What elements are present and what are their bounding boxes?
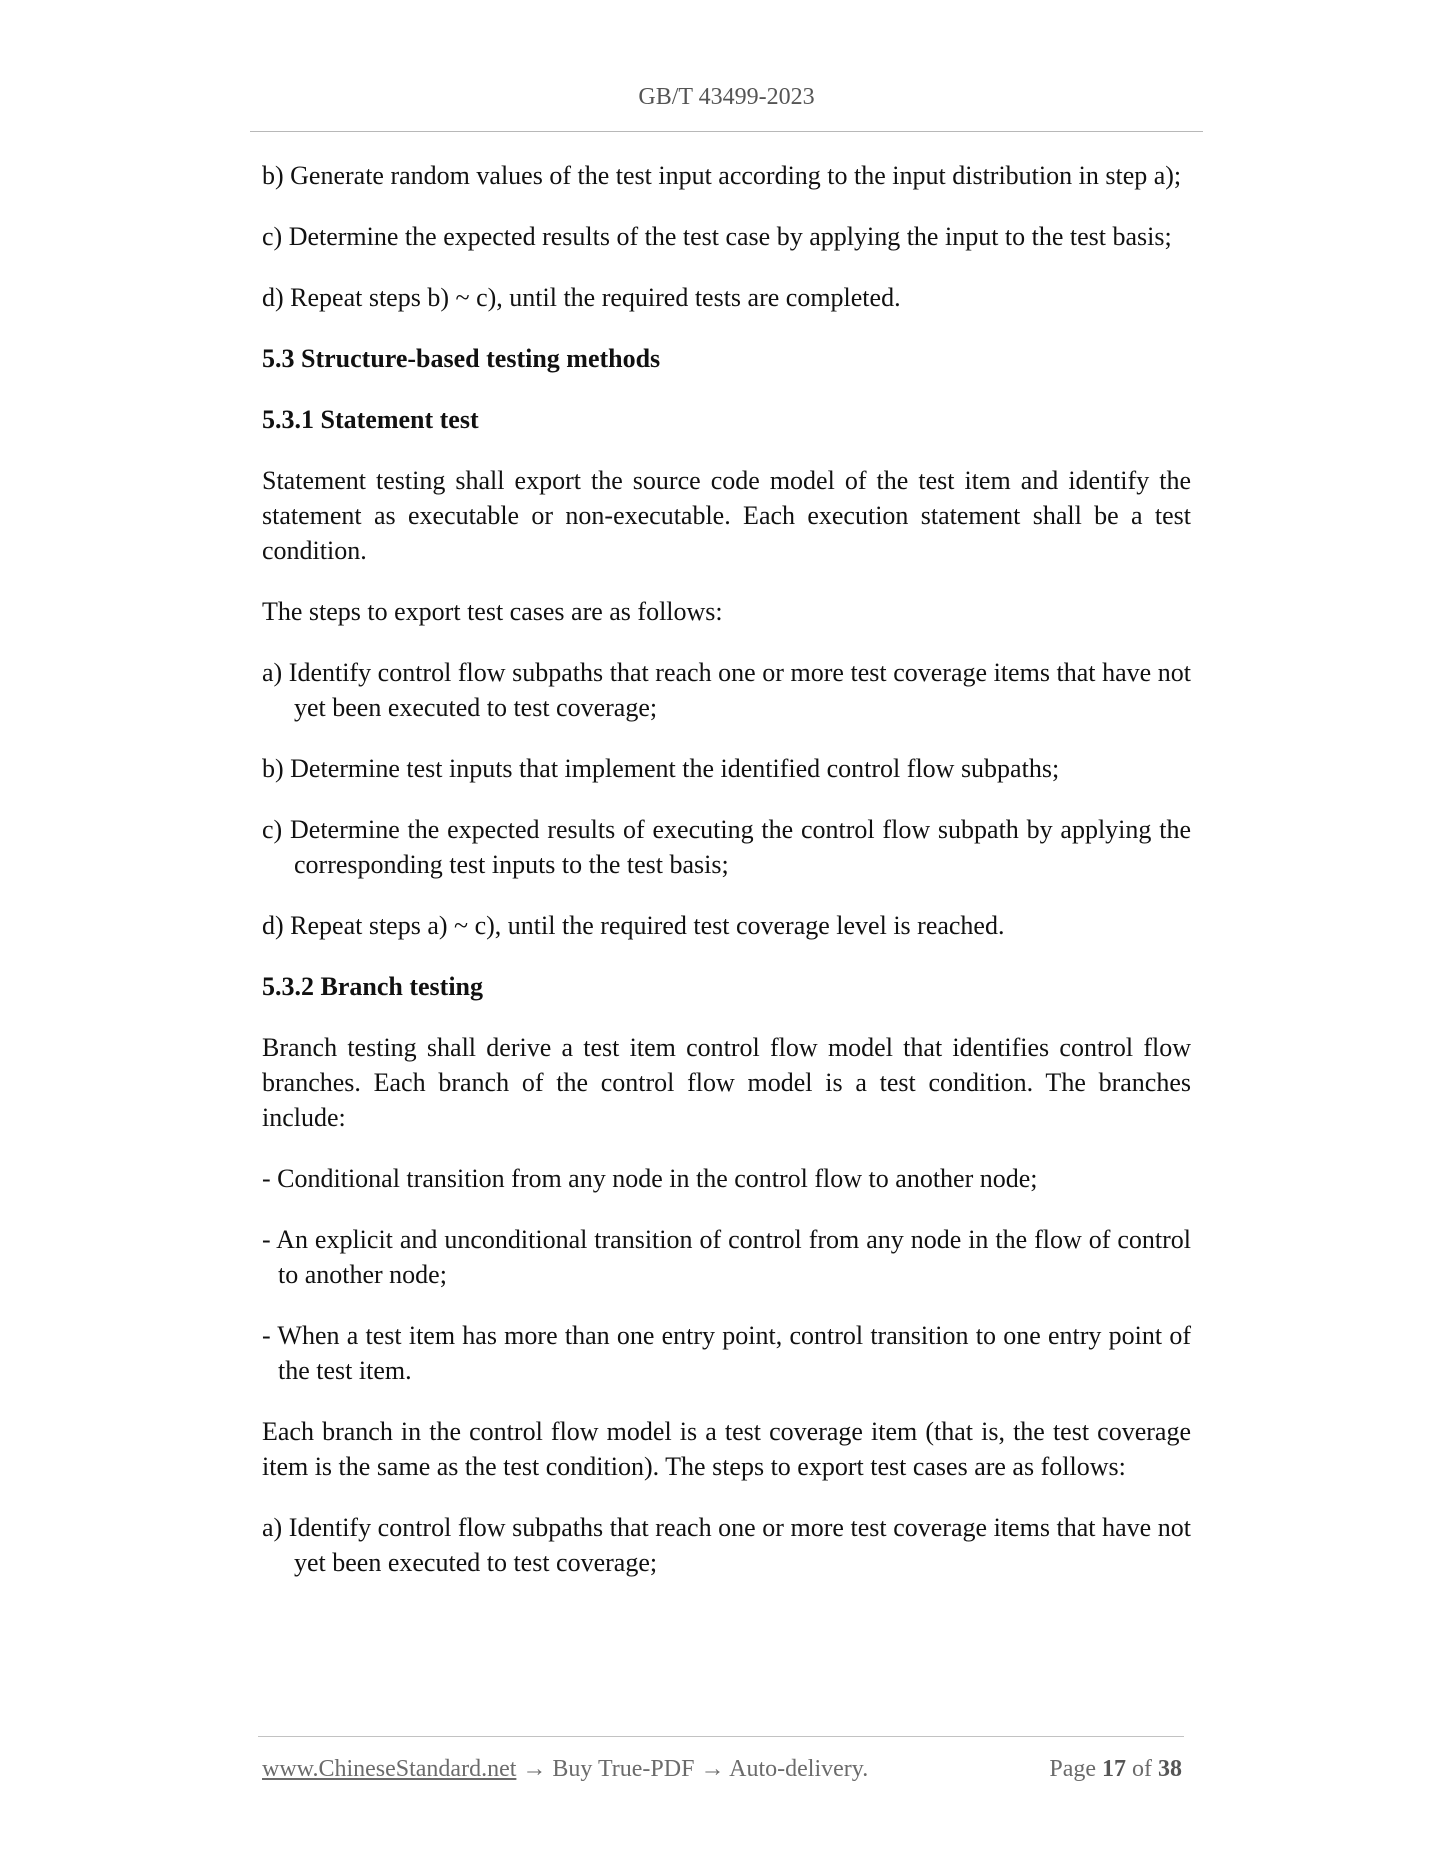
list-item-b-generate: b) Generate random values of the test input according to the input distribution in step a);: [262, 161, 1182, 190]
list-item-d-repeat-coverage: d) Repeat steps a) ~ c), until the required test coverage level is reached.: [262, 911, 1005, 940]
paragraph-statement-testing: Statement testing shall export the source code model of the test item and identify the statement as executable or non-executable. Each execution statement shall be a test condition.: [262, 466, 1191, 565]
paragraph-branch-testing: Branch testing shall derive a test item control flow model that identifies control flow branches. Each branch of the control flow model is a test condition. The branches include:: [262, 1033, 1191, 1132]
paragraph-coverage-item: Each branch in the control flow model is a test coverage item (that is, the test coverage item is the same as the test condition). The steps to export test cases are as follows:: [262, 1417, 1191, 1481]
section-heading-5-3: 5.3 Structure-based testing methods: [262, 344, 661, 373]
list-item-b-determine-inputs: b) Determine test inputs that implement the identified control flow subpaths;: [262, 754, 1060, 783]
chinesestandard-link[interactable]: www.ChineseStandard.net: [262, 1756, 517, 1782]
arrow-right-icon: →: [700, 1756, 725, 1782]
auto-delivery-text: Auto-delivery.: [729, 1756, 869, 1782]
arrow-right-icon: →: [522, 1756, 547, 1782]
page-of-label: of: [1132, 1756, 1152, 1782]
bullet-entry-point: - When a test item has more than one entry point, control transition to one entry point of the test item.: [262, 1321, 1191, 1385]
paragraph-steps-intro: The steps to export test cases are as follows:: [262, 597, 723, 626]
page-header-standard-number: GB/T 43499-2023: [638, 84, 815, 110]
list-item-d-repeat: d) Repeat steps b) ~ c), until the required tests are completed.: [262, 283, 901, 312]
list-item-a-identify: a) Identify control flow subpaths that reach one or more test coverage items that have not yet been executed to test coverage;: [262, 658, 1191, 722]
bullet-conditional-transition: - Conditional transition from any node in the control flow to another node;: [262, 1164, 1038, 1193]
page-current: 17: [1102, 1756, 1126, 1782]
page-footer: [262, 1756, 1182, 1783]
document-body: [262, 158, 1191, 1606]
section-heading-5-3-2: 5.3.2 Branch testing: [262, 972, 483, 1001]
page-total: 38: [1158, 1756, 1182, 1782]
page-label: Page: [1049, 1756, 1096, 1782]
footer-links: [262, 1756, 868, 1782]
list-item-c-determine-results: c) Determine the expected results of executing the control flow subpath by applying the corresponding test inputs to the test basis;: [262, 815, 1191, 879]
buy-true-pdf-text: Buy True-PDF: [552, 1756, 695, 1782]
header-divider: [250, 131, 1203, 132]
list-item-a-identify-2: a) Identify control flow subpaths that reach one or more test coverage items that have not yet been executed to test coverage;: [262, 1513, 1191, 1577]
list-item-c-determine: c) Determine the expected results of the test case by applying the input to the test basis;: [262, 222, 1172, 251]
section-heading-5-3-1: 5.3.1 Statement test: [262, 405, 479, 434]
footer-divider: [258, 1736, 1184, 1737]
page-number: [1049, 1756, 1182, 1783]
bullet-explicit-transition: - An explicit and unconditional transition of control from any node in the flow of control to another node;: [262, 1225, 1191, 1289]
